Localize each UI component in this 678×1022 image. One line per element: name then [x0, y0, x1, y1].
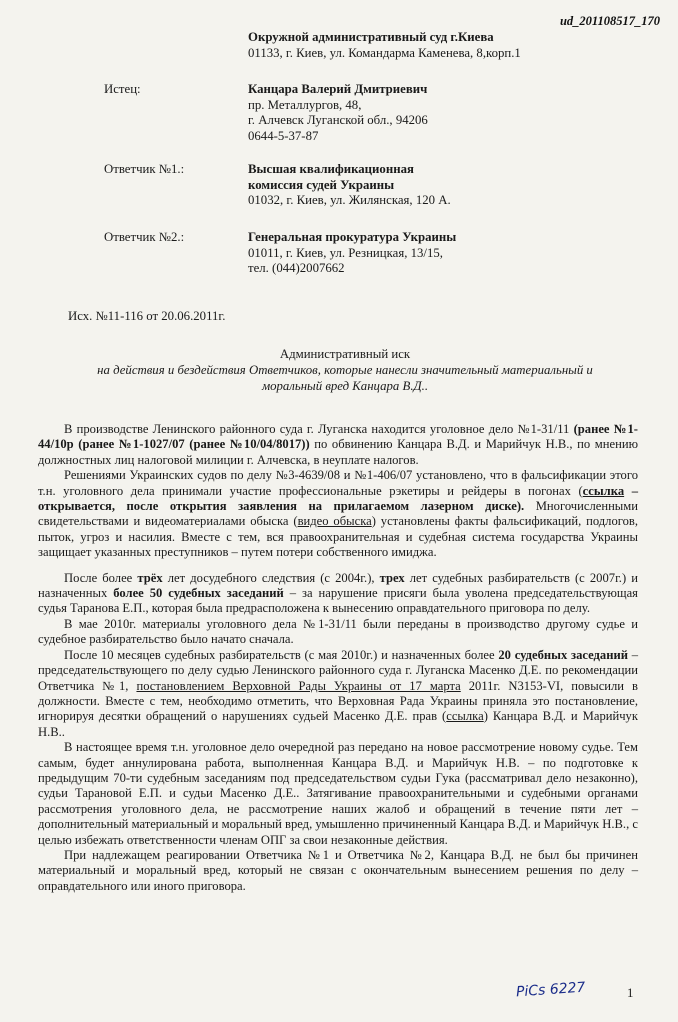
- p3-text-f: более 50 судебных заседаний: [113, 586, 284, 601]
- plaintiff-label: Истец:: [104, 82, 141, 96]
- paragraph-1: [38, 422, 638, 468]
- plaintiff-address-line2: г. Алчевск Луганской обл., 94206: [248, 113, 428, 127]
- p2-text-d: Многочисленными свидетельствами и видеоматериалами обыска (: [38, 499, 638, 529]
- p5-text-a: После 10 месяцев судебных разбирательств (с мая 2010г.) и назначенных более: [64, 647, 499, 662]
- p3-text-e: лет судебных разбирательств (с 2007г.) и назначенных: [38, 570, 638, 601]
- plaintiff-name: Канцара Валерий Дмитриевич: [248, 82, 428, 96]
- defendant1-block: [248, 162, 451, 209]
- court-block: [248, 30, 521, 61]
- p5-link[interactable]: ссылка: [446, 709, 484, 724]
- handwritten-note: PiCs 6227: [515, 979, 586, 1001]
- p2-text-a: Решениями Украинских судов по делу №3-4639/08 и №1-406/07 установлено, что в фальсификации этого т.н. уголовного дела принимали участие профессиональные рэкетиры и рейдеры в погонах (: [38, 468, 638, 498]
- title-subtitle-line2: моральный вред Канцара В.Д..: [261, 379, 429, 393]
- p5-resolution-link[interactable]: постановлением Верховной Рады Украины от 17 марта: [136, 678, 461, 693]
- p1-text-a: В производстве Ленинского районного суда г. Луганска находится уголовное дело №1-31/11: [64, 422, 574, 436]
- p3-text-c: лет досудебного следствия (с 2004г.),: [162, 570, 380, 585]
- defendant1-label: Ответчик №1.:: [104, 162, 185, 176]
- p1-case-numbers: (ранее №1-44/10р (ранее №1-1027/07 (ранее №10/04/8017)): [38, 422, 638, 452]
- title-subtitle-line1: на действия и бездействия Ответчиков, которые нанесли значительный материальный и: [97, 363, 593, 377]
- court-name: Окружной административный суд г.Киева: [248, 30, 494, 44]
- p5-text-e: 2011г. N3153-VI, повысили в должности. Вместе с тем, необходимо отметить, что Верховная Рада Украины приняла это постановление, игнорируя десятки обращений о нарушениях судьей Масенко Д.Е. прав (: [38, 678, 638, 724]
- document-body: [38, 422, 638, 894]
- defendant1-address: 01032, г. Киев, ул. Жилянская, 120 А.: [248, 193, 451, 207]
- p3-text-b: трёх: [137, 570, 163, 585]
- document-id: ud_201108517_170: [559, 14, 660, 28]
- court-address: 01133, г. Киев, ул. Командарма Каменева, 8,корп.1: [248, 45, 521, 60]
- p2-text-f: ) установлены факты фальсификаций, подлогов, пыток, угроз и насилия. Вместе с тем, вся правоохранительная и судебная система государства Украины защищает указанных преступников – путем потери собственного имиджа.: [38, 514, 639, 560]
- paragraph-2: [38, 468, 638, 560]
- outgoing-reference: Исх. №11-116 от 20.06.2011г.: [68, 309, 226, 323]
- title-main: Административный иск: [279, 347, 411, 361]
- plaintiff-block: [248, 82, 428, 144]
- p3-text-d: трех: [379, 570, 405, 585]
- defendant1-name-line2: комиссия судей Украины: [248, 177, 395, 192]
- paragraph-4: В мае 2010г. материалы уголовного дела №1-31/11 были переданы в производство другому судье и судебное разбирательство было начато сначала.: [38, 616, 638, 647]
- defendant2-label: Ответчик №2.:: [104, 230, 185, 244]
- p2-link[interactable]: ссылка: [582, 483, 625, 498]
- p1-text-c: по обвинению Канцара В.Д. и Марийчук Н.В., по мнению должностных лиц налоговой милиции г. Алчевска, в неуплате налогов.: [38, 437, 638, 467]
- document-title: [40, 346, 650, 394]
- defendant2-address: 01011, г. Киев, ул. Резницкая, 13/15,: [248, 245, 443, 260]
- p3-text-a: После более: [64, 570, 138, 585]
- paragraph-3: [38, 571, 638, 617]
- p5-text-g: ) Канцара В.Д. и Марийчук Н.В..: [38, 709, 638, 739]
- p3-text-g: – за нарушение присяги была уволена председательствующая судья Таранова Е.П., которая была предрасположена к вынесению оправдательного приговора по делу.: [38, 586, 638, 616]
- defendant2-name: Генеральная прокуратура Украины: [248, 230, 457, 244]
- p2-text-c: – открывается, после открытия заявления на прилагаемом лазерном диске).: [38, 483, 638, 514]
- paragraph-7: При надлежащем реагировании Ответчика №1 и Ответчика №2, Канцара В.Д. не был бы причинен материальный и моральный вред, который не связан с окончательным вынесением решения по делу – оправдательного или иного приговора.: [38, 847, 638, 893]
- page-number: 1: [627, 986, 634, 1000]
- p2-video-link[interactable]: видео обыска: [297, 514, 372, 529]
- plaintiff-phone: 0644-5-37-87: [248, 128, 319, 143]
- defendant2-phone: тел. (044)2007662: [248, 261, 345, 275]
- plaintiff-address-line1: пр. Металлургов, 48,: [248, 97, 362, 112]
- defendant2-block: [248, 230, 456, 277]
- defendant1-name-line1: Высшая квалификационная: [248, 162, 414, 176]
- p5-text-c: – председательствующего по делу судью Ленинского районного суда г. Луганска Масенко Д.Е. по рекомендации Ответчика №1,: [38, 647, 639, 693]
- paragraph-5: [38, 648, 638, 740]
- paragraph-6: В настоящее время т.н. уголовное дело очередной раз передано на новое рассмотрение новому судье. Тем самым, будет аннулирована работа, выполненная Канцара В.Д. и Марийчук Н.В. – по подготовке к предыдущим 70-ти судебным заседаниям под председательством судьи Гука (рассматривал дело незаконно), судьи Тарановой Е.П. и судьи Масенко Д.Е.. Затягивание правоохранительными и судебными органами рассмотрения уголовного дела, не рассмотрение наших жалоб и обращений в течение пяти лет – дополнительный материальный и моральный вред, умышленно причиненный Канцара В.Д. и Марийчук Н.В., с целью избежать ответственности членам ОПГ за свои незаконные действия.: [38, 740, 638, 847]
- p5-text-b: 20 судебных заседаний: [498, 647, 628, 662]
